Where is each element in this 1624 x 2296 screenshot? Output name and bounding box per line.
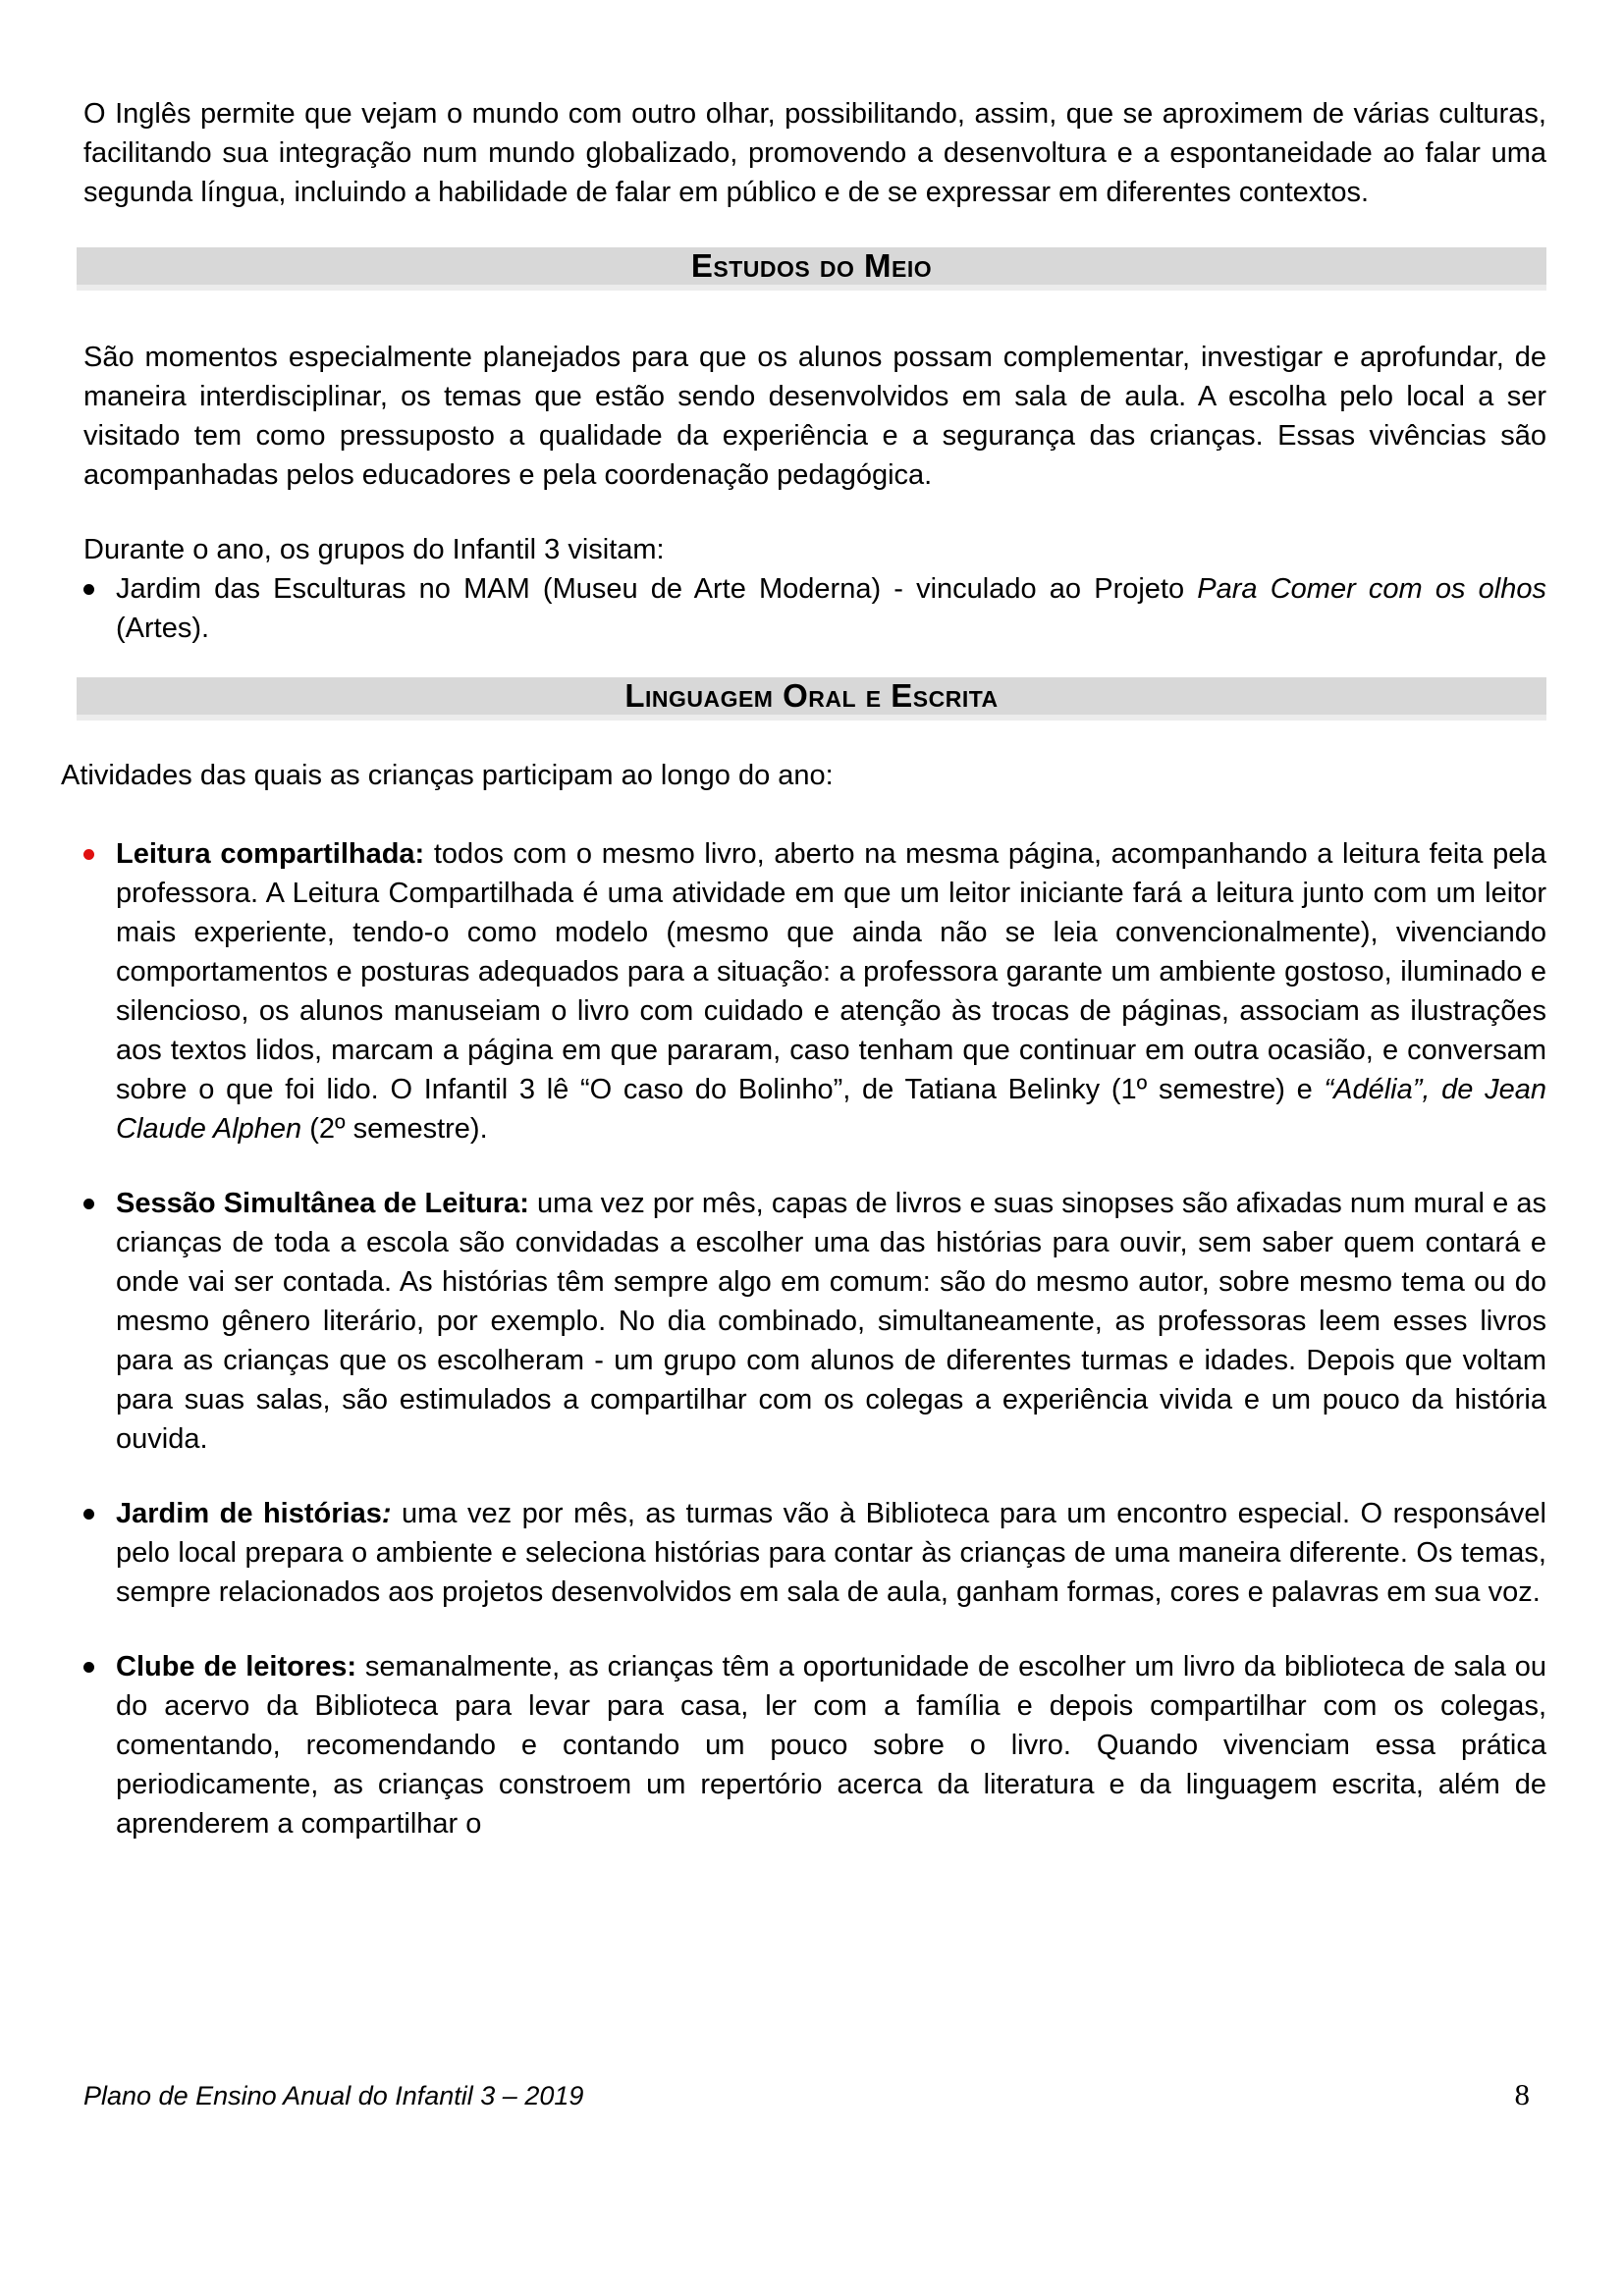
list-item-text: Clube de leitores: semanalmente, as crianças têm a oportunidade de escolher um livro da biblioteca de sala ou do acervo da Biblioteca para levar para casa, ler com a família e depois compartilhar com os colegas, comentando, recomendando e contando um pouco sobre o livro. Quando vivenciam essa prática periodicamente, as crianças constroem um repertório acerca da literatura e da linguagem escrita, além de aprenderem a compartilhar o bbox=[116, 1651, 1546, 1840]
list-item-text: Leitura compartilhada: todos com o mesmo livro, aberto na mesma página, acompanhando a leitura feita pela professora. A Leitura Compartilhada é uma atividade em que um leitor iniciante fará a leitura junto com um leitor mais experiente, tendo-o como modelo (mesmo que ainda não se leia convencionalmente), vivenciando comportamentos e posturas adequados para a situação: a professora garante um ambiente gostoso, iluminado e silencioso, os alunos manuseiam o livro com cuidado e atenção às trocas de páginas, associam as ilustrações aos textos lidos, marcam a página em que pararam, caso tenham que continuar em outra ocasião, e conversam sobre o que foi lido. O Infantil 3 lê “O caso do Bolinho”, de Tatiana Belinky (1º semestre) e “Adélia”, de Jean Claude Alphen (2º semestre). bbox=[116, 838, 1546, 1145]
section-heading-linguagem-oral-e-escrita bbox=[77, 677, 1546, 721]
red-bullet-icon bbox=[83, 849, 94, 860]
bullet-icon bbox=[83, 1199, 94, 1209]
list-item-text: Jardim das Esculturas no MAM (Museu de Arte Moderna) - vinculado ao Projeto Para Comer com os olhos (Artes). bbox=[116, 573, 1546, 644]
atividades-list bbox=[61, 834, 1546, 1843]
page-content bbox=[61, 94, 1546, 1843]
list-item-text: Jardim de histórias: uma vez por mês, as turmas vão à Biblioteca para um encontro especial. O responsável pelo local prepara o ambiente e seleciona histórias para contar às crianças de uma maneira diferente. Os temas, sempre relacionados aos projetos desenvolvidos em sala de aula, ganham formas, cores e palavras em sua voz. bbox=[116, 1498, 1546, 1608]
list-item-jardim-de-historias bbox=[61, 1494, 1546, 1612]
footer-page-number: 8 bbox=[1514, 2077, 1530, 2111]
list-item-leitura-compartilhada bbox=[61, 834, 1546, 1148]
paragraph-atividades: Atividades das quais as crianças participam ao longo do ano: bbox=[61, 760, 834, 791]
visitas-list bbox=[61, 569, 1546, 648]
paragraph-durante-o-ano: Durante o ano, os grupos do Infantil 3 visitam: bbox=[83, 534, 665, 565]
page-footer bbox=[83, 2077, 1530, 2112]
paragraph-intro-ingles: O Inglês permite que vejam o mundo com outro olhar, possibilitando, assim, que se aproximem de várias culturas, facilitando sua integração num mundo globalizado, promovendo a desenvoltura e a espontaneidade ao falar uma segunda língua, incluindo a habilidade de falar em público e de se expressar em diferentes contextos. bbox=[83, 98, 1546, 208]
bullet-icon bbox=[83, 1509, 94, 1520]
paragraph-estudos-descricao: São momentos especialmente planejados para que os alunos possam complementar, investigar e aprofundar, de maneira interdisciplinar, os temas que estão sendo desenvolvidos em sala de aula. A escolha pelo local a ser visitado tem como pressuposto a qualidade da experiência e a segurança das crianças. Essas vivências são acompanhadas pelos educadores e pela coordenação pedagógica. bbox=[83, 342, 1546, 491]
footer-document-title: Plano de Ensino Anual do Infantil 3 – 2019 bbox=[83, 2081, 584, 2110]
section-heading-estudos-do-meio bbox=[77, 247, 1546, 291]
list-item-jardim-esculturas bbox=[61, 569, 1546, 648]
section-heading-label: Linguagem Oral e Escrita bbox=[624, 677, 999, 714]
list-item-sessao-simultanea bbox=[61, 1184, 1546, 1459]
section-heading-label: Estudos do Meio bbox=[690, 247, 933, 284]
list-item-text: Sessão Simultânea de Leitura: uma vez por mês, capas de livros e suas sinopses são afixadas num mural e as crianças de toda a escola são convidadas a escolher uma das histórias para ouvir, sem saber quem contará e onde vai ser contada. As histórias têm sempre algo em comum: são do mesmo autor, sobre mesmo tema ou do mesmo gênero literário, por exemplo. No dia combinado, simultaneamente, as professoras leem esses livros para as crianças que os escolheram - um grupo com alunos de diferentes turmas e idades. Depois que voltam para suas salas, são estimulados a compartilhar com os colegas a experiência vivida e um pouco da história ouvida. bbox=[116, 1188, 1546, 1455]
bullet-icon bbox=[83, 1662, 94, 1673]
list-item-clube-de-leitores bbox=[61, 1647, 1546, 1843]
bullet-icon bbox=[83, 584, 94, 595]
